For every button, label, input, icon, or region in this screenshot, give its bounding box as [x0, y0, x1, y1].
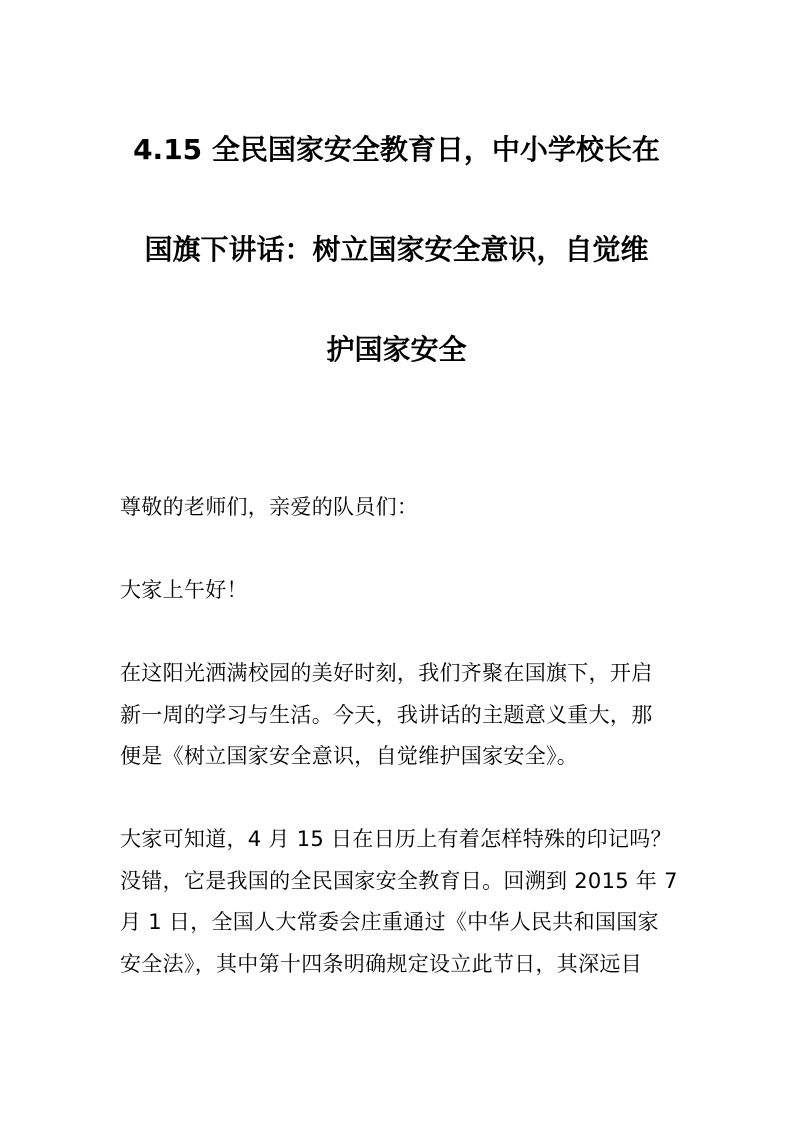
salutation-paragraph — [120, 487, 680, 529]
title-line: 4.15 全民国家安全教育日，中小学校长在 — [133, 133, 660, 166]
title-line: 护国家安全 — [326, 333, 467, 366]
text-line: 便是《树立国家安全意识，自觉维护国家安全》。 — [120, 744, 579, 768]
background-paragraph — [120, 819, 680, 985]
document-title — [0, 124, 793, 424]
intro-paragraph — [120, 653, 680, 778]
text-line: 尊敬的老师们，亲爱的队员们： — [120, 495, 419, 519]
text-line: 月 1 日，全国人大常委会庄重通过《中华人民共和国国家 — [120, 910, 659, 934]
text-line: 大家上午好！ — [120, 578, 248, 602]
text-line: 新一周的学习与生活。今天，我讲话的主题意义重大，那 — [120, 702, 653, 727]
text-line: 在这阳光洒满校园的美好时刻，我们齐聚在国旗下，开启 — [120, 661, 653, 685]
title-line: 国旗下讲话：树立国家安全意识，自觉维 — [144, 233, 649, 266]
greeting-paragraph — [120, 570, 680, 612]
text-line: 没错，它是我国的全民国家安全教育日。回溯到 2015 年 7 — [120, 868, 678, 893]
text-line: 安全法》，其中第十四条明确规定设立此节日，其深远目 — [120, 951, 642, 976]
text-line: 大家可知道，4 月 15 日在日历上有着怎样特殊的印记吗？ — [120, 827, 672, 851]
